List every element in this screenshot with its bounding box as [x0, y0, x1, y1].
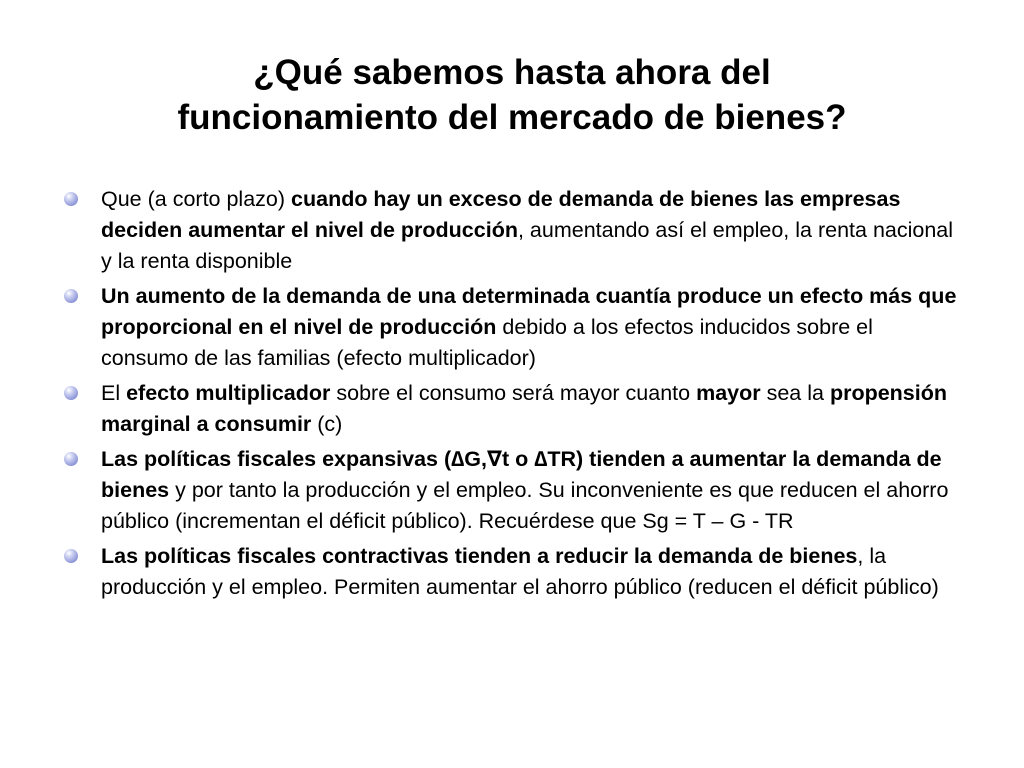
- bullet-3-text-1: efecto multiplicador: [126, 381, 331, 405]
- bullet-list: [60, 184, 965, 607]
- sphere-bullet-icon: [64, 452, 78, 466]
- bullet-2-text-1: debido a los efectos inducidos sobre el consumo de las familias (efecto multiplicador): [101, 315, 873, 370]
- bullet-2-text-0: Un aumento de la demanda de una determinada cuantía produce un efecto más que proporcional en el nivel de producción: [101, 284, 957, 339]
- bullet-item-1: [60, 184, 965, 277]
- bullet-item-5: [60, 541, 965, 603]
- slide-title-line-1: ¿Qué sabemos hasta ahora del: [253, 53, 771, 92]
- bullet-1-text-2: , aumentando así el empleo, la renta nacional y la renta disponible: [101, 218, 954, 273]
- sphere-bullet-icon: [64, 386, 78, 400]
- bullet-item-2: [60, 281, 965, 374]
- bullet-3-text-0: El: [101, 381, 127, 405]
- sphere-bullet-icon: [64, 549, 78, 563]
- sphere-bullet-icon: [64, 289, 78, 303]
- bullet-1-text-1: cuando hay un exceso de demanda de bienes las empresas deciden aumentar el nivel de producción: [101, 187, 901, 242]
- bullet-1-text-0: Que (a corto plazo): [101, 187, 292, 211]
- bullet-3-text-6: (c): [311, 412, 343, 436]
- bullet-3-text-5: propensión marginal a consumir: [101, 381, 948, 436]
- bullet-4-text-0: Las políticas fiscales expansivas (∆G,∇t o ∆TR) tienden a aumentar la demanda de bienes: [101, 447, 942, 502]
- bullet-5-text-0: Las políticas fiscales contractivas tienden a reducir la demanda de bienes: [101, 544, 858, 568]
- slide-title: [0, 50, 1024, 140]
- bullet-3-text-4: sea la: [760, 381, 830, 405]
- bullet-5-text-1: , la producción y el empleo. Permiten aumentar el ahorro público (reducen el déficit público): [101, 544, 939, 599]
- bullet-item-3: [60, 378, 965, 440]
- bullet-3-text-3: mayor: [696, 381, 761, 405]
- bullet-4-text-1: y por tanto la producción y el empleo. Su inconveniente es que reducen el ahorro público (incrementan el déficit público). Recuérdese que Sg = T – G - TR: [101, 478, 949, 533]
- bullet-3-text-2: sobre el consumo será mayor cuanto: [330, 381, 697, 405]
- bullet-item-4: [60, 444, 965, 537]
- slide-title-line-2: funcionamiento del mercado de bienes?: [177, 98, 847, 137]
- sphere-bullet-icon: [64, 192, 78, 206]
